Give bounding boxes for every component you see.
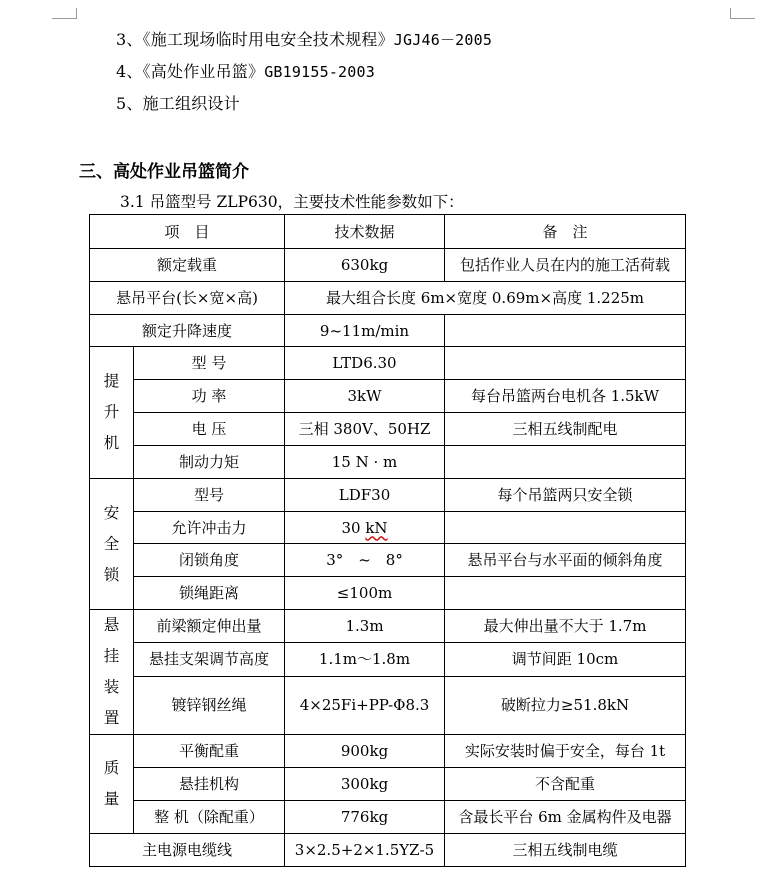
table-row	[90, 676, 686, 734]
row-remark: 包括作业人员在内的施工活荷载	[445, 249, 686, 282]
reference-code: GB19155-2003	[264, 63, 375, 81]
reference-title: 《高处作业吊篮》	[142, 62, 265, 81]
row-remark: 含最长平台 6m 金属构件及电器	[445, 801, 686, 834]
table-row	[90, 479, 686, 512]
reference-number: 5、	[116, 94, 143, 113]
table-header-row	[90, 215, 686, 249]
group-char: 机	[103, 434, 120, 452]
row-label: 悬挂机构	[134, 768, 285, 801]
group-char: 安	[103, 503, 120, 522]
row-remark: 悬吊平台与水平面的倾斜角度	[445, 544, 686, 577]
spec-table	[89, 214, 686, 867]
table-row	[90, 413, 686, 446]
row-label: 整 机（除配重）	[134, 801, 285, 834]
table-row	[90, 544, 686, 577]
table-row	[90, 315, 686, 347]
reference-code: JGJ46－2005	[393, 31, 493, 49]
row-remark: 破断拉力≥51.8kN	[445, 676, 686, 734]
table-row	[90, 577, 686, 610]
row-remark: 最大伸出量不大于 1.7m	[445, 610, 686, 643]
row-label: 型号	[134, 479, 285, 512]
row-label: 功 率	[134, 380, 285, 413]
reference-number: 4、	[116, 62, 143, 81]
header-item: 项 目	[90, 215, 285, 249]
group-suspension	[90, 610, 134, 735]
reference-line	[116, 91, 240, 114]
table-row	[90, 768, 686, 801]
reference-title: 施工组织设计	[142, 94, 240, 113]
row-remark: 不含配重	[445, 768, 686, 801]
row-remark	[445, 577, 686, 610]
section-heading: 三、高处作业吊篮简介	[79, 162, 249, 182]
row-label: 悬挂支架调节高度	[134, 643, 285, 676]
row-label: 电 压	[134, 413, 285, 446]
row-value: 776kg	[285, 801, 445, 834]
intro-text: 3.1 吊篮型号 ZLP630，主要技术性能参数如下：	[120, 193, 464, 211]
row-value	[285, 512, 445, 544]
row-value: LTD6.30	[285, 347, 445, 380]
crop-mark-right	[730, 8, 755, 19]
row-value: LDF30	[285, 479, 445, 512]
row-label: 镀锌钢丝绳	[134, 676, 285, 734]
row-value: 1.3m	[285, 610, 445, 643]
row-value: 9~11m/min	[285, 315, 445, 347]
group-char: 量	[103, 790, 120, 808]
row-remark: 每台吊篮两台电机各 1.5kW	[445, 380, 686, 413]
reference-title: 《施工现场临时用电安全技术规程》	[142, 30, 394, 49]
row-value: 3×2.5+2×1.5YZ-5	[285, 834, 445, 867]
row-value: 4×25Fi+PP-Φ8.3	[285, 676, 445, 734]
table-row	[90, 834, 686, 867]
group-char: 全	[103, 534, 120, 553]
row-label: 制动力矩	[134, 446, 285, 479]
group-char: 锁	[103, 565, 120, 584]
table-row	[90, 735, 686, 768]
group-safety-lock	[90, 479, 134, 610]
group-char: 挂	[103, 647, 120, 665]
table-row	[90, 610, 686, 643]
row-value: 3kW	[285, 380, 445, 413]
group-hoist	[90, 347, 134, 479]
table-row	[90, 282, 686, 315]
row-value: 15 N · m	[285, 446, 445, 479]
row-label: 前梁额定伸出量	[134, 610, 285, 643]
table-row	[90, 249, 686, 282]
table-row	[90, 643, 686, 676]
table-row	[90, 347, 686, 380]
table-row	[90, 380, 686, 413]
row-value: 900kg	[285, 735, 445, 768]
crop-mark-left	[52, 8, 77, 19]
group-char: 提	[103, 372, 120, 390]
group-char: 置	[103, 709, 120, 727]
row-label: 锁绳距离	[134, 577, 285, 610]
header-remark: 备 注	[445, 215, 686, 249]
row-label: 额定升降速度	[90, 315, 285, 347]
row-remark: 三相五线制电缆	[445, 834, 686, 867]
table-row	[90, 512, 686, 544]
spellcheck-unit: kN	[365, 518, 388, 537]
row-remark: 调节间距 10cm	[445, 643, 686, 676]
header-data: 技术数据	[285, 215, 445, 249]
row-label: 主电源电缆线	[90, 834, 285, 867]
row-remark	[445, 446, 686, 479]
table-row	[90, 446, 686, 479]
row-label: 悬吊平台(长×宽×高)	[90, 282, 285, 315]
row-remark: 每个吊篮两只安全锁	[445, 479, 686, 512]
row-value: 1.1m～1.8m	[285, 643, 445, 676]
row-value: 3° ~ 8°	[285, 544, 445, 577]
reference-number: 3、	[116, 30, 143, 49]
row-value: 300kg	[285, 768, 445, 801]
row-value: 630kg	[285, 249, 445, 282]
row-label: 闭锁角度	[134, 544, 285, 577]
row-remark	[445, 315, 686, 347]
row-remark: 实际安装时偏于安全，每台 1t	[445, 735, 686, 768]
group-char: 质	[103, 759, 120, 777]
row-value: 三相 380V、50HZ	[285, 413, 445, 446]
row-label: 额定载重	[90, 249, 285, 282]
group-mass	[90, 735, 134, 834]
reference-line	[116, 59, 375, 82]
reference-line	[116, 27, 492, 50]
value-number: 30	[341, 518, 366, 537]
row-value: ≤100m	[285, 577, 445, 610]
row-value: 最大组合长度 6m×宽度 0.69m×高度 1.225m	[285, 282, 686, 315]
row-label: 型 号	[134, 347, 285, 380]
row-remark	[445, 347, 686, 380]
group-char: 悬	[103, 616, 120, 634]
row-label: 允许冲击力	[134, 512, 285, 544]
group-char: 升	[103, 403, 120, 421]
row-label: 平衡配重	[134, 735, 285, 768]
table-row	[90, 801, 686, 834]
group-char: 装	[103, 678, 120, 696]
row-remark	[445, 512, 686, 544]
row-remark: 三相五线制配电	[445, 413, 686, 446]
